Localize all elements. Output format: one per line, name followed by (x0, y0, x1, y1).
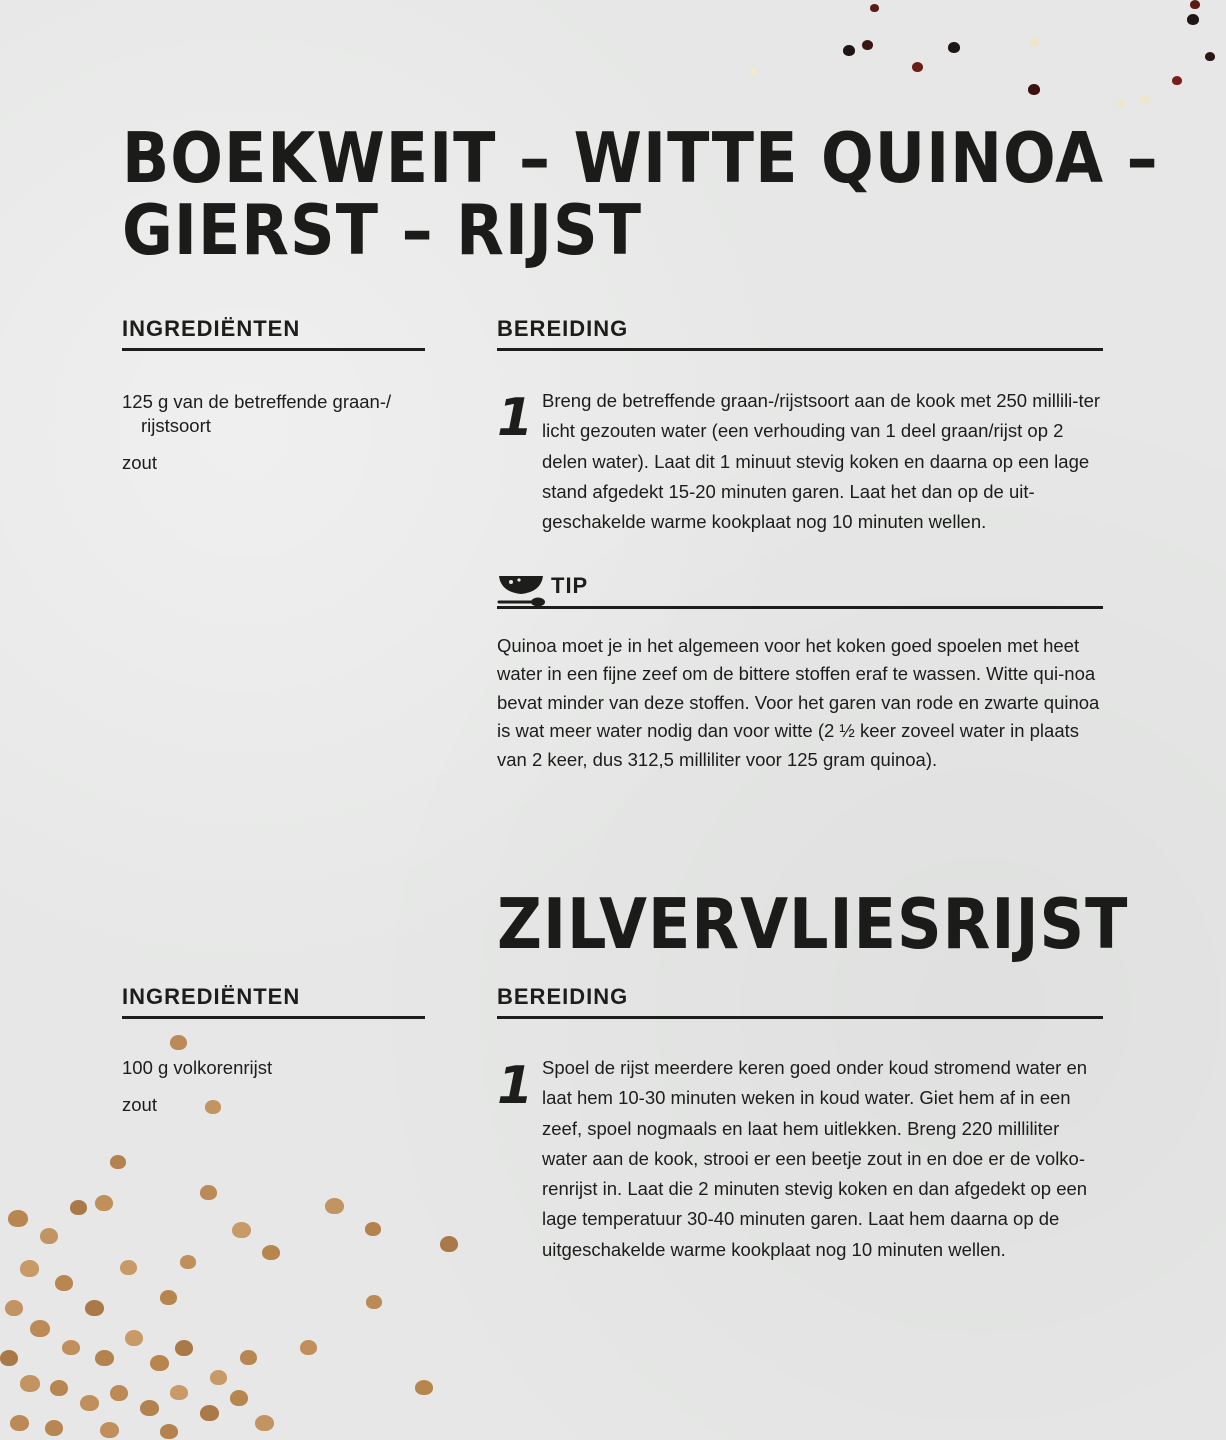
step-text: Breng de betreffende graan-/rijstsoort aan de kook met 250 millili-ter licht gezouten water (een verhouding van 1 deel graan/rijst op 2 delen water). Laat dit 1 minuut stevig koken en daarna op een lage stand afgedekt 15-20 minuten garen. Laat het dan op de uit-geschakelde warme kookplaat nog 10 minuten wellen. (542, 390, 1101, 533)
ingredient-line: 100 g volkorenrijst (122, 1057, 273, 1078)
step-text-2: Spoel de rijst meerdere keren goed onder koud stromend water en laat hem 10-30 minuten weken in koud water. Giet hem af in een zeef, spoel nogmaals en laat hem uitlekken. Breng 220 milliliter water aan de kook, strooi er een beetje zout in en doe er de volko-renrijst in. Laat die 2 minuten stevig koken en dan afgedekt op een lage temperatuur 30-40 minuten garen. Laat hem daarna op de uitgeschakelde warme kookplaat nog 10 minuten wellen. (542, 1057, 1088, 1260)
preparation-heading: BEREIDING (497, 316, 1103, 351)
tip-heading: TIP (551, 573, 589, 598)
step-number-2: 1 (497, 1056, 534, 1116)
ingredients-list (122, 390, 422, 475)
recipe-title-line-2: GIERST – RIJST (122, 188, 642, 271)
recipe-title-2 (497, 882, 1129, 965)
ingredient-line: zout (122, 1094, 157, 1115)
ingredients-heading-2: INGREDIËNTEN (122, 984, 425, 1019)
recipe-title-2-text: ZILVERVLIESRIJST (497, 882, 1129, 965)
ingredients-list-2 (122, 1056, 422, 1117)
recipe-title (122, 116, 1159, 271)
preparation-heading-2: BEREIDING (497, 984, 1103, 1019)
ingredients-heading: INGREDIËNTEN (122, 316, 425, 351)
ingredient-item (122, 1093, 422, 1117)
ingredient-line-continued: rijstsoort (141, 415, 211, 436)
ingredient-item (122, 1056, 422, 1080)
step-number: 1 (497, 388, 534, 448)
bowl-spoon-icon (497, 574, 547, 608)
ingredient-item (122, 451, 422, 475)
ingredient-line: 125 g van de betreffende graan-/ (122, 391, 392, 412)
recipe-title-line-1: BOEKWEIT – WITTE QUINOA – (122, 116, 1159, 199)
tip-text: Quinoa moet je in het algemeen voor het koken goed spoelen met heet water in een fijne zeef om de bittere stoffen eraf te wassen. Witte qui-noa bevat minder van deze stoffen. Voor het garen van rode en zwarte quinoa is wat meer water nodig dan voor witte (2 ½ keer zoveel water in plaats van 2 keer, dus 312,5 milliliter voor 125 gram quinoa). (497, 635, 1100, 770)
tip-header (497, 572, 1103, 609)
ingredient-line: zout (122, 452, 157, 473)
ingredient-item (122, 390, 422, 438)
